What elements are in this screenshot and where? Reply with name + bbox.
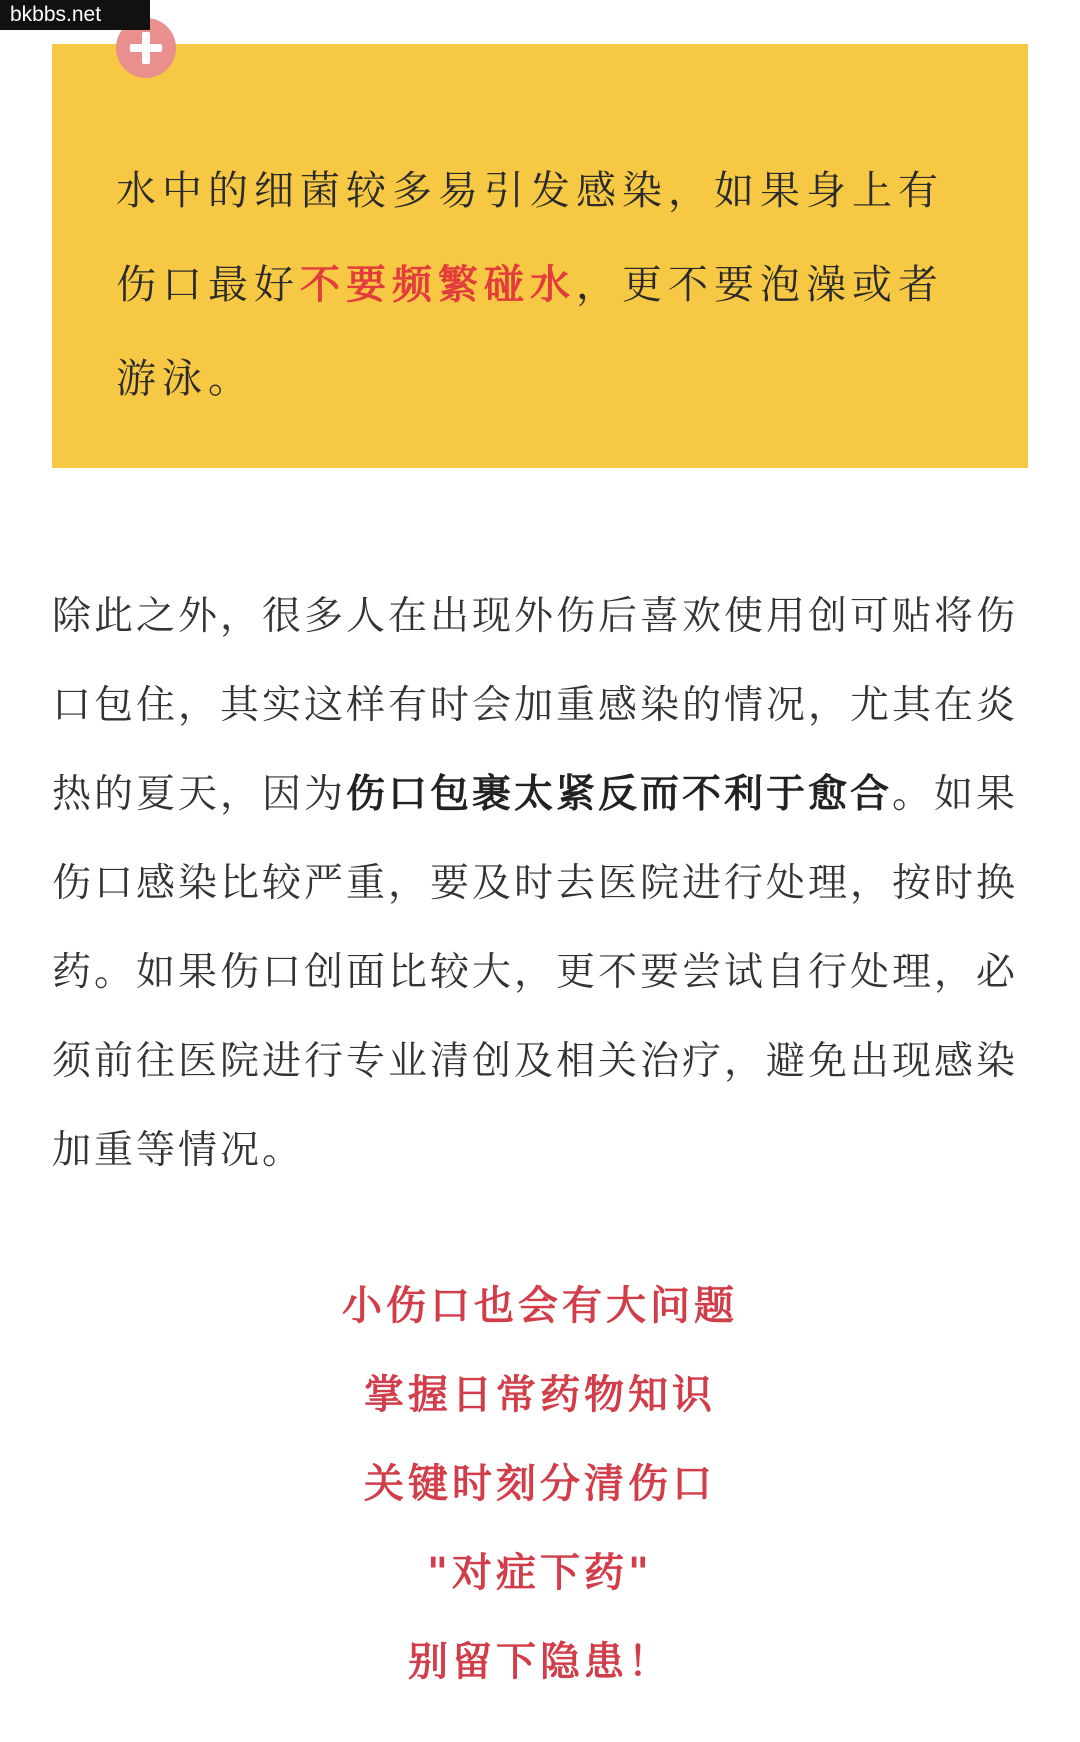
- body-bold-phrase: 伤口包裹太紧反而不利于愈合: [346, 772, 893, 817]
- tip-text-before: 水中的细菌较多易引发感染，如果身上有伤口最好: [116, 168, 944, 308]
- slogan-line-1: 小伤口也会有大问题: [342, 1283, 738, 1329]
- slogan-line-2: 掌握日常药物知识: [364, 1372, 716, 1418]
- body-text-before: 除此之外，很多人在出现外伤后喜欢使用创可贴将伤口包住，其实这样有时会加重感染的情况，尤其在炎热的夏天，因为: [52, 594, 1019, 817]
- tip-text: [116, 144, 968, 426]
- slogan: [0, 1262, 1080, 1707]
- watermark: bkbbs.net: [0, 0, 150, 30]
- tip-highlight: 不要频繁碰水: [300, 262, 576, 308]
- body-text-after: 。如果伤口感染比较严重，要及时去医院进行处理，按时换药。如果伤口创面比较大，更不要尝试自行处理，必须前往医院进行专业清创及相关治疗，避免出现感染加重等情况。: [52, 772, 1019, 1173]
- tip-card: [52, 44, 1028, 468]
- slogan-line-5: 别留下隐患！: [408, 1639, 672, 1685]
- tip-text-after: ，更不要泡澡或者游泳。: [116, 262, 944, 402]
- slogan-line-4: "对症下药": [427, 1550, 653, 1596]
- slogan-line-3: 关键时刻分清伤口: [364, 1461, 716, 1507]
- body-paragraph: [52, 572, 1030, 1195]
